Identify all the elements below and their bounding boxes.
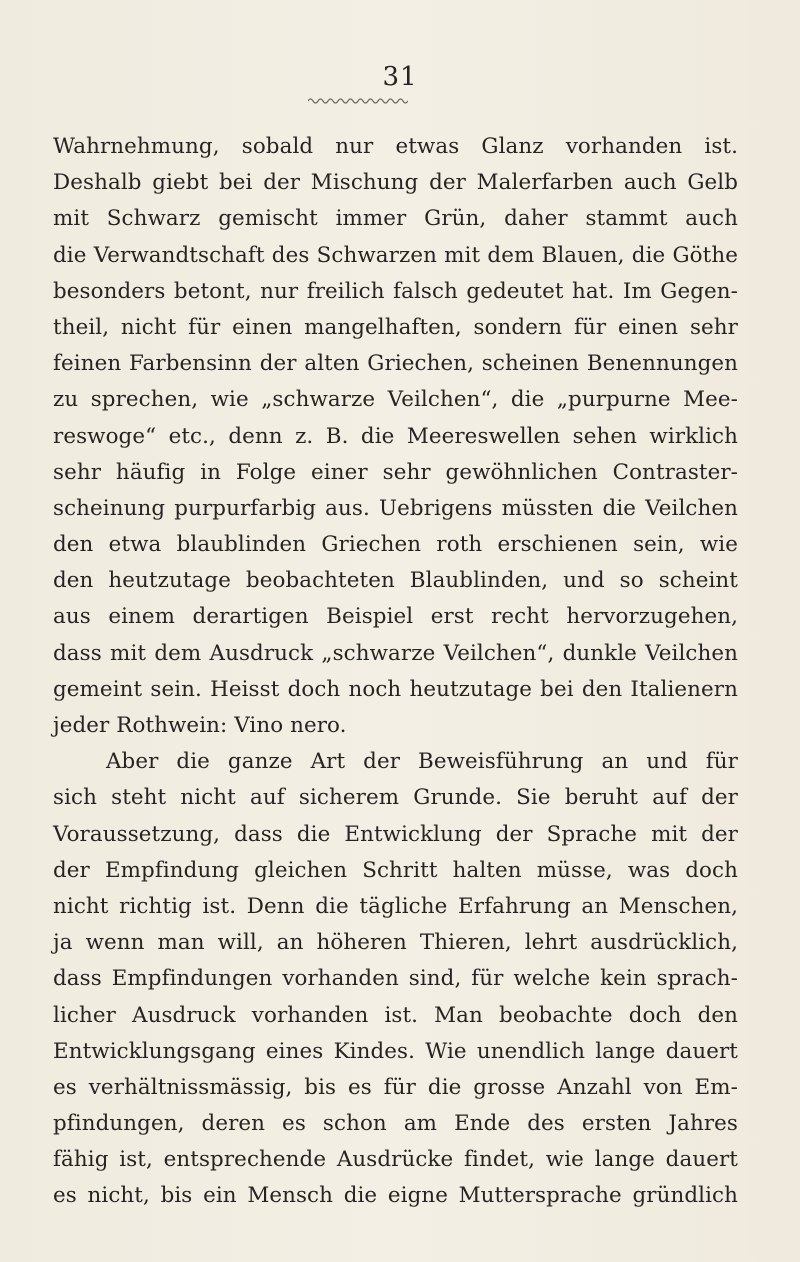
text-line: mit Schwarz gemischt immer Grün, daher stammt auch	[53, 206, 738, 232]
text-line: fähig ist, entsprechende Ausdrücke findet, wie lange dauert	[53, 1147, 738, 1173]
wavy-rule-ornament	[308, 96, 408, 106]
text-line: den heutzutage beobachteten Blaublinden, und so scheint	[53, 568, 738, 594]
page-number: 31	[382, 62, 418, 92]
text-line: scheinung purpurfarbig aus. Uebrigens müssten die Veilchen	[53, 495, 738, 521]
text-line: Entwicklungsgang eines Kindes. Wie unendlich lange dauert	[53, 1038, 738, 1064]
text-line: Wahrnehmung, sobald nur etwas Glanz vorhanden ist.	[53, 134, 738, 159]
text-line: dass mit dem Ausdruck „schwarze Veilchen“, dunkle Veilchen	[53, 640, 738, 666]
text-line: Voraussetzung, dass die Entwicklung der Sprache mit der	[53, 821, 738, 847]
text-line: feinen Farbensinn der alten Griechen, scheinen Benennungen	[53, 351, 738, 377]
text-line: aus einem derartigen Beispiel erst recht hervorzugehen,	[53, 604, 738, 630]
text-line: gemeint sein. Heisst doch noch heutzutage bei den Italienern	[53, 676, 738, 702]
text-line: sehr häufig in Folge einer sehr gewöhnlichen Contraster-	[53, 459, 738, 485]
text-line: Aber die ganze Art der Beweisführung an und für	[106, 749, 738, 775]
text-line: es verhältnissmässig, bis es für die grosse Anzahl von Em-	[53, 1074, 738, 1100]
body-text	[53, 129, 738, 1215]
text-line: die Verwandtschaft des Schwarzen mit dem Blauen, die Göthe	[53, 242, 738, 268]
text-line: nicht richtig ist. Denn die tägliche Erfahrung an Menschen,	[53, 893, 738, 919]
text-line: pfindungen, deren es schon am Ende des ersten Jahres	[53, 1111, 738, 1137]
text-line: reswoge“ etc., denn z. B. die Meereswellen sehen wirklich	[53, 423, 738, 449]
text-line: besonders betont, nur freilich falsch gedeutet hat. Im Gegen-	[53, 278, 738, 304]
text-line: licher Ausdruck vorhanden ist. Man beobachte doch den	[53, 1002, 738, 1028]
text-line: Deshalb giebt bei der Mischung der Malerfarben auch Gelb	[53, 170, 738, 196]
text-line: zu sprechen, wie „schwarze Veilchen“, die „purpurne Mee-	[53, 387, 738, 413]
text-line: jeder Rothwein: Vino nero.	[53, 713, 347, 738]
text-line: es nicht, bis ein Mensch die eigne Muttersprache gründlich	[53, 1183, 738, 1209]
text-line: theil, nicht für einen mangelhaften, sondern für einen sehr	[53, 314, 738, 340]
text-line: sich steht nicht auf sicherem Grunde. Sie beruht auf der	[53, 785, 738, 811]
text-line: ja wenn man will, an höheren Thieren, lehrt ausdrücklich,	[53, 930, 738, 956]
text-line: dass Empfindungen vorhanden sind, für welche kein sprach-	[53, 966, 738, 992]
text-line: den etwa blaublinden Griechen roth erschienen sein, wie	[53, 532, 738, 558]
text-line: der Empfindung gleichen Schritt halten müsse, was doch	[53, 857, 738, 883]
